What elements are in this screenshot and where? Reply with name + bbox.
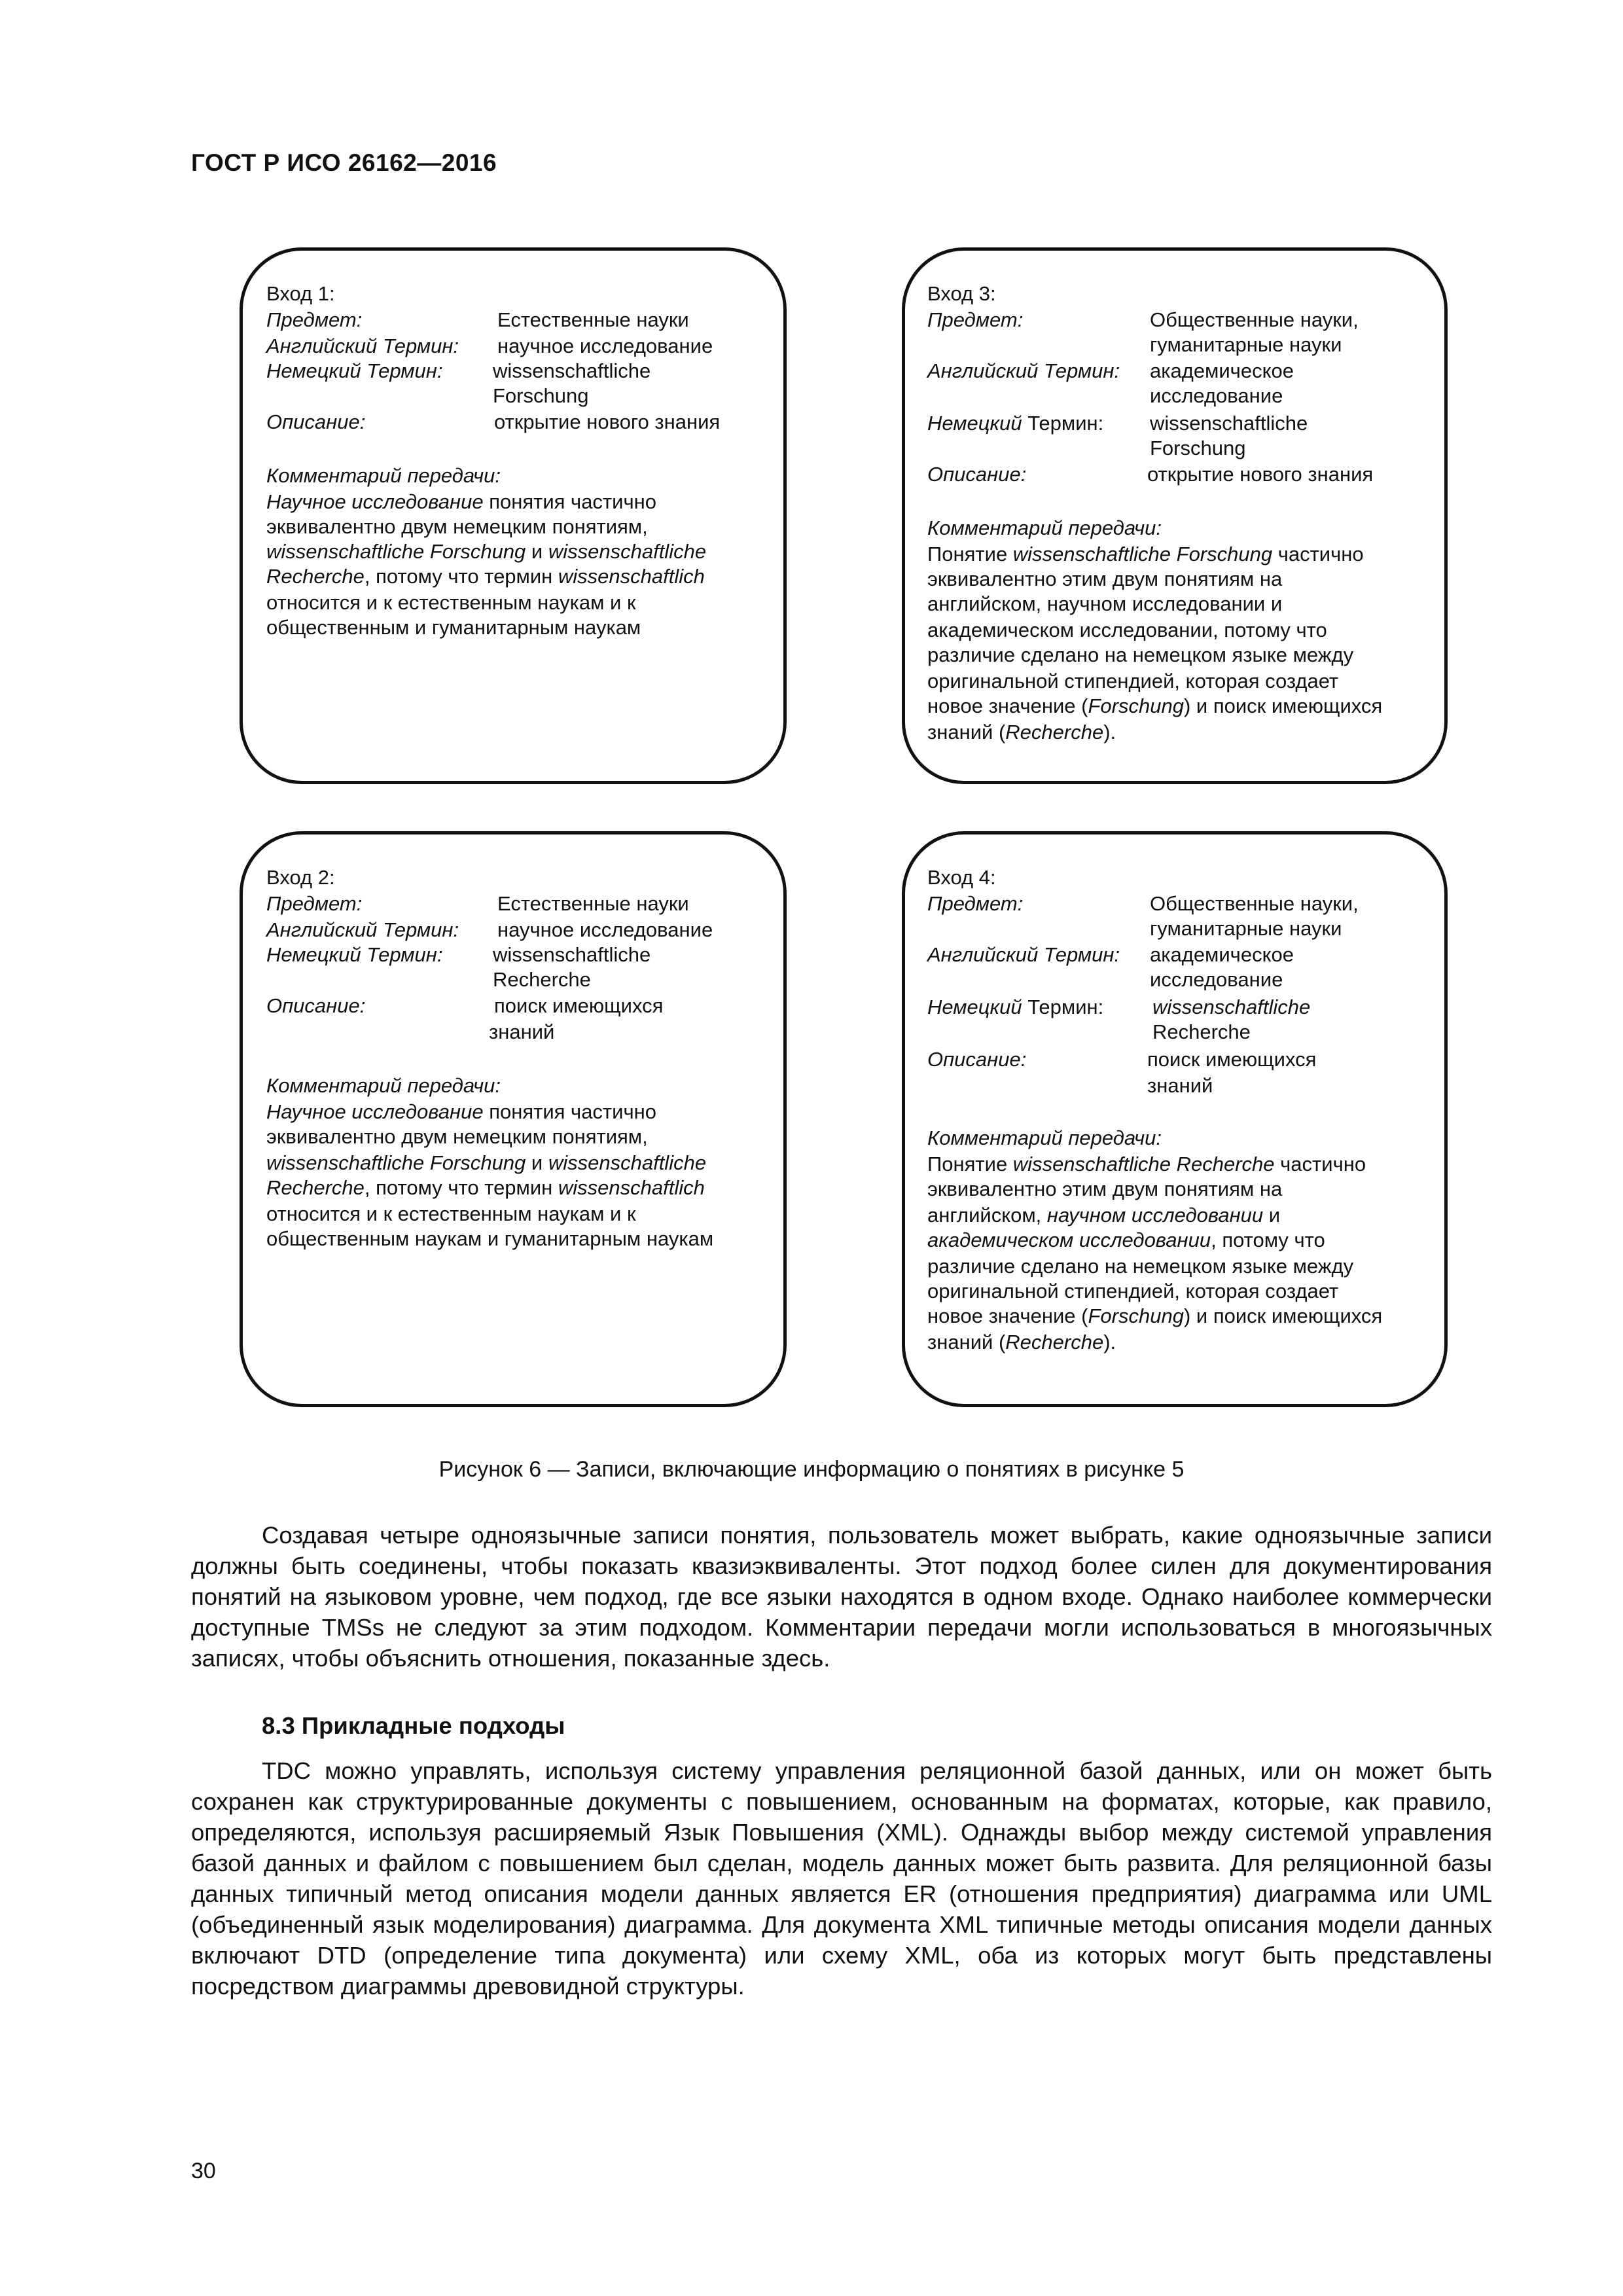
english-term-value: академическое — [1150, 359, 1294, 382]
description-value: открытие нового знания — [494, 410, 721, 433]
subject-value: Общественные науки, — [1150, 308, 1359, 331]
comment-line-3: wissenschaftliche Forschung и wissenschaftliche — [266, 540, 707, 563]
subject-value-cont: гуманитарные науки — [1150, 333, 1342, 356]
description-label: Описание: — [266, 994, 366, 1017]
english-term-label: Английский Термин: — [266, 334, 459, 357]
entry-box-2 — [240, 831, 787, 1407]
german-term-value-cont: Recherche — [493, 968, 591, 991]
entry-title: Вход 2: — [266, 866, 335, 889]
comment-label: Комментарий передачи: — [927, 1126, 1162, 1149]
entry-title: Вход 1: — [266, 282, 335, 305]
german-term-value-cont: Recherche — [1152, 1020, 1251, 1043]
english-term-label: Английский Термин: — [266, 918, 459, 941]
german-term-value-cont: Forschung — [1150, 437, 1246, 459]
comment-line-6: общественным и гуманитарным наукам — [266, 616, 641, 639]
comment-line-6: оригинальной стипендией, которая создает — [927, 670, 1339, 692]
entry-box-1 — [240, 247, 787, 784]
body-paragraph-1 — [191, 1520, 1492, 1674]
entry-box-3 — [902, 247, 1448, 784]
description-label: Описание: — [927, 1048, 1027, 1071]
comment-line-8: знаний (Recherche). — [927, 721, 1116, 744]
paragraph-text: Создавая четыре одноязычные записи понятия, пользователь может выбрать, какие одноязычные записи должны быть соединены, чтобы показать квазиэквиваленты. Этот подход более силен для документирования понятий на языковом уровне, чем подход, где все языки находятся в одном входе. Однако наиболее коммерчески доступные TMSs не следуют за этим подходом. Комментарии передачи могли использоваться в многоязычных записях, чтобы объяснить отношения, показанные здесь. — [191, 1522, 1492, 1672]
comment-line-3: wissenschaftliche Forschung и wissenschaftliche — [266, 1151, 707, 1174]
german-term-label: Немецкий Термин: — [266, 943, 443, 966]
comment-line-5: относится и к естественным наукам и к — [266, 1202, 636, 1225]
subject-label: Предмет: — [266, 892, 363, 915]
comment-line-5: различие сделано на немецком языке между — [927, 643, 1354, 666]
german-term-label: Немецкий Термин: — [927, 996, 1104, 1018]
comment-line-2: эквивалентно этим двум понятиям на — [927, 1177, 1283, 1200]
comment-line-4: академическом исследовании, потому что — [927, 1229, 1325, 1251]
comment-line-4: Recherche, потому что термин wissenschaftlich — [266, 1176, 705, 1199]
comment-line-2: эквивалентно двум немецким понятиям, — [266, 1125, 648, 1148]
description-value: поиск имеющихся — [494, 994, 664, 1017]
description-value: открытие нового знания — [1147, 463, 1374, 486]
subject-value: Естественные науки — [497, 892, 689, 915]
comment-line-4: академическом исследовании, потому что — [927, 619, 1327, 641]
subject-value-cont: гуманитарные науки — [1150, 917, 1342, 940]
english-term-label: Английский Термин: — [927, 943, 1120, 966]
comment-line-7: новое значение (Forschung) и поиск имеющихся — [927, 694, 1383, 717]
comment-line-1: Понятие wissenschaftliche Forschung частично — [927, 543, 1364, 565]
comment-line-1: Понятие wissenschaftliche Recherche частично — [927, 1153, 1366, 1175]
description-value-cont: знаний — [1147, 1074, 1213, 1097]
comment-line-8: знаний (Recherche). — [927, 1331, 1116, 1354]
german-term-value: wissenschaftliche — [1152, 996, 1311, 1018]
paragraph-text: TDC можно управлять, используя систему управления реляционной базой данных, или он может быть сохранен как структурированные документы с повышением, основанным на форматах, которые, как правило, определяются, используя расширяемый Язык Повышения (XML). Однажды выбор между системой управления базой данных и файлом с повышением был сделан, модель данных может быть развита. Для реляционной базы данных типичный метод описания модели данных является ER (отношения предприятия) диаграмма или UML (объединенный язык моделирования) диаграмма. Для документа XML типичные методы описания модели данных включают DTD (определение типа документа) или схему XML, оба из которых могут быть представлены посредством диаграммы древовидной структуры. — [191, 1757, 1492, 2000]
comment-line-4: Recherche, потому что термин wissenschaftlich — [266, 565, 705, 588]
comment-line-6: общественным наукам и гуманитарным наукам — [266, 1227, 714, 1250]
subject-label: Предмет: — [927, 308, 1024, 331]
comment-label: Комментарий передачи: — [266, 464, 501, 487]
subject-label: Предмет: — [266, 308, 363, 331]
comment-label: Комментарий передачи: — [266, 1074, 501, 1097]
comment-line-2: эквивалентно двум немецким понятиям, — [266, 515, 648, 538]
german-term-value-cont: Forschung — [493, 384, 589, 407]
entry-title: Вход 4: — [927, 866, 996, 889]
subject-value: Естественные науки — [497, 308, 689, 331]
comment-line-1: Научное исследование понятия частично — [266, 1100, 656, 1123]
description-value: поиск имеющихся — [1147, 1048, 1317, 1071]
english-term-value-cont: исследование — [1150, 968, 1283, 991]
german-term-label: Немецкий Термин: — [266, 359, 443, 382]
comment-line-3: английском, научном исследовании и — [927, 1204, 1281, 1227]
description-label: Описание: — [927, 463, 1027, 486]
body-paragraph-2 — [191, 1755, 1492, 2001]
entry-box-4 — [902, 831, 1448, 1407]
comment-line-5: относится и к естественным наукам и к — [266, 591, 636, 614]
subject-value: Общественные науки, — [1150, 892, 1359, 915]
comment-line-6: оригинальной стипендией, которая создает — [927, 1280, 1339, 1302]
german-term-label: Немецкий Термин: — [927, 412, 1104, 435]
english-term-label: Английский Термин: — [927, 359, 1120, 382]
comment-line-5: различие сделано на немецком языке между — [927, 1255, 1354, 1278]
german-term-value: wissenschaftliche — [1150, 412, 1308, 435]
description-value-cont: знаний — [489, 1020, 555, 1043]
comment-line-7: новое значение (Forschung) и поиск имеющихся — [927, 1304, 1383, 1327]
subject-label: Предмет: — [927, 892, 1024, 915]
section-heading: 8.3 Прикладные подходы — [262, 1712, 565, 1739]
comment-line-3: английском, научном исследовании и — [927, 592, 1283, 615]
german-term-value: wissenschaftliche — [493, 359, 651, 382]
page-number: 30 — [191, 2159, 216, 2183]
comment-line-2: эквивалентно этим двум понятиям на — [927, 567, 1283, 590]
english-term-value: академическое — [1150, 943, 1294, 966]
english-term-value-cont: исследование — [1150, 384, 1283, 407]
comment-line-1: Научное исследование понятия частично — [266, 490, 656, 513]
english-term-value: научное исследование — [497, 334, 713, 357]
comment-label: Комментарий передачи: — [927, 516, 1162, 539]
description-label: Описание: — [266, 410, 366, 433]
document-header: ГОСТ Р ИСО 26162—2016 — [191, 149, 497, 176]
figure-caption: Рисунок 6 — Записи, включающие информацию о понятиях в рисунке 5 — [438, 1457, 1185, 1482]
entry-title: Вход 3: — [927, 282, 996, 305]
german-term-value: wissenschaftliche — [493, 943, 651, 966]
english-term-value: научное исследование — [497, 918, 713, 941]
